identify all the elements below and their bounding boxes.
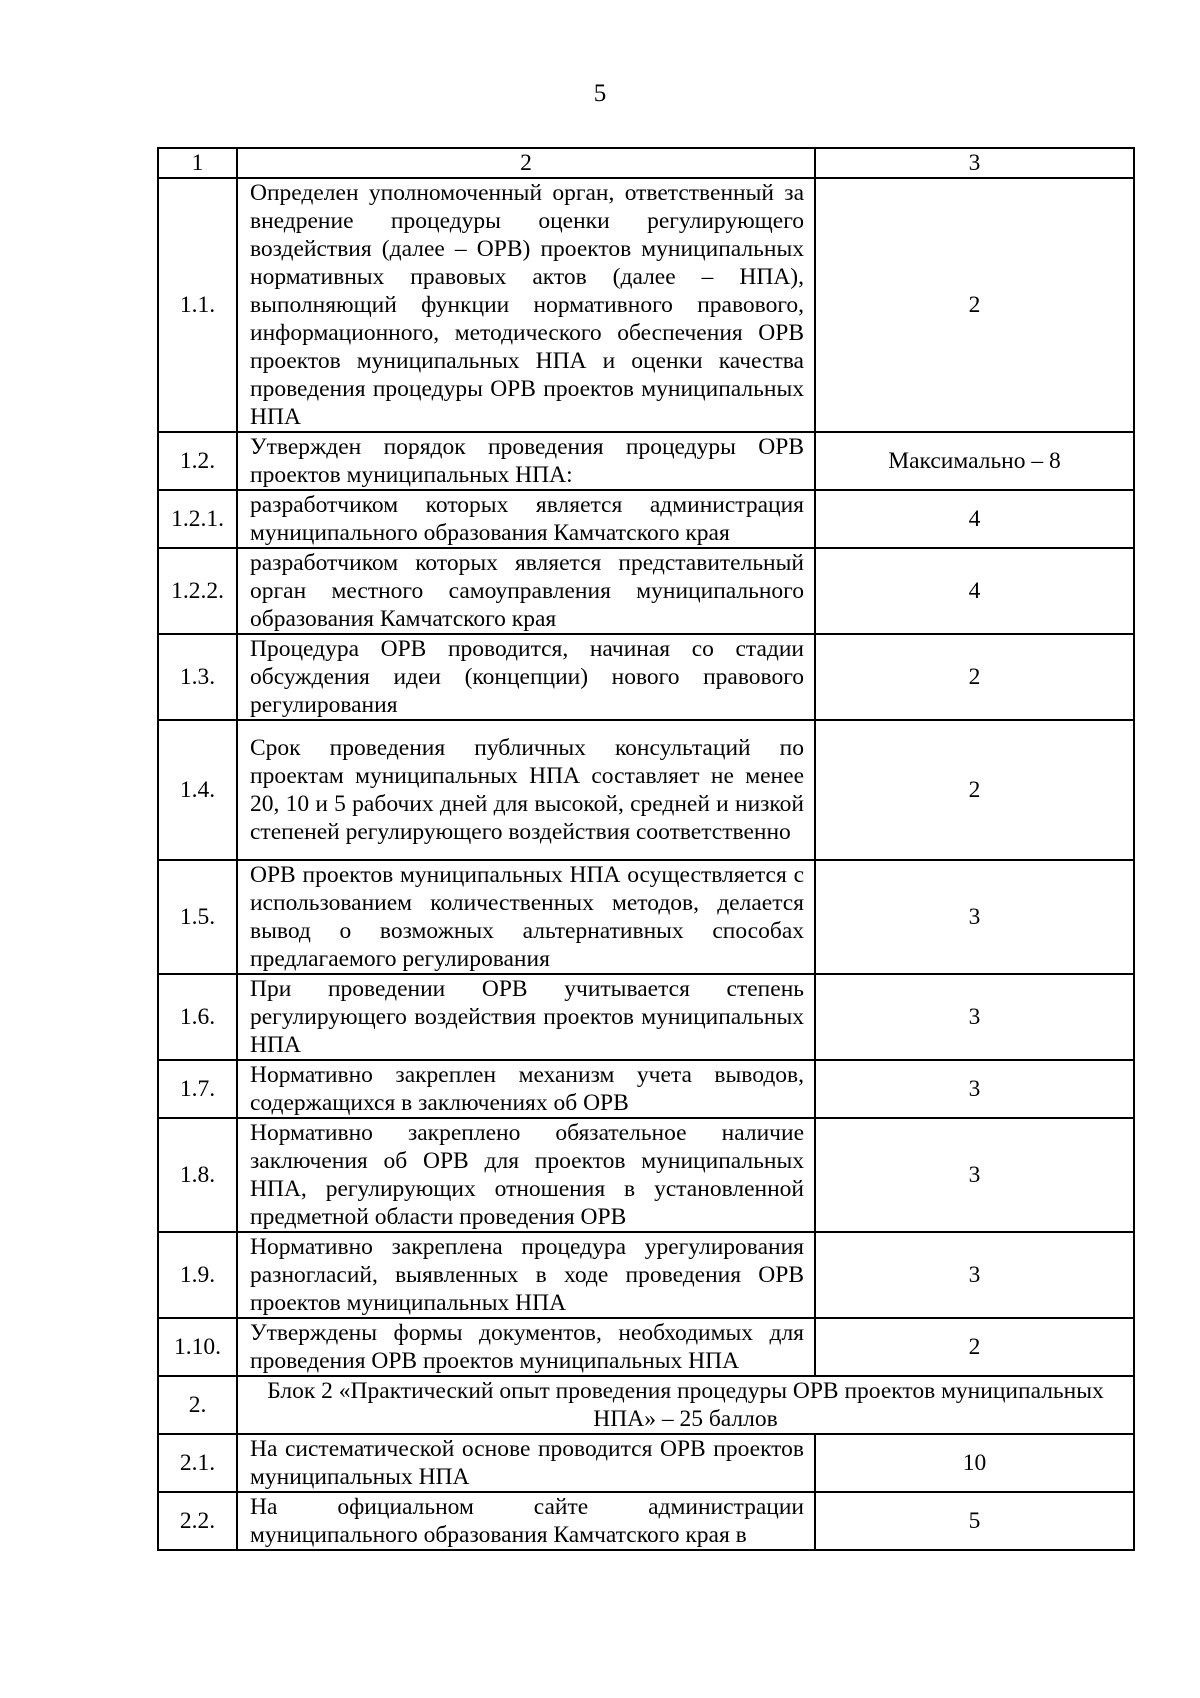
- score-value: 3: [815, 974, 1134, 1060]
- score-value: 2: [815, 634, 1134, 720]
- table-row: [158, 1434, 1134, 1492]
- score-value: 2: [815, 178, 1134, 432]
- score-value: 4: [815, 548, 1134, 634]
- column-header-3: 3: [815, 148, 1134, 178]
- row-number: 1.2.: [158, 432, 237, 490]
- row-number: 1.7.: [158, 1060, 237, 1118]
- criterion-text: Нормативно закреплено обязательное наличие заключения об ОРВ для проектов муниципальных НПА, регулирующих отношения в установленной предметной области проведения ОРВ: [237, 1118, 815, 1232]
- row-number: 1.4.: [158, 720, 237, 860]
- score-value: 4: [815, 490, 1134, 548]
- column-header-1: 1: [158, 148, 237, 178]
- score-value: 2: [815, 720, 1134, 860]
- criterion-text: Процедура ОРВ проводится, начиная со стадии обсуждения идеи (концепции) нового правового регулирования: [237, 634, 815, 720]
- criterion-text: Срок проведения публичных консультаций по проектам муниципальных НПА составляет не менее 20, 10 и 5 рабочих дней для высокой, средней и низкой степеней регулирующего воздействия соответственно: [237, 720, 815, 860]
- score-value: Максимально – 8: [815, 432, 1134, 490]
- criterion-text: ОРВ проектов муниципальных НПА осуществляется с использованием количественных методов, делается вывод о возможных альтернативных способах предлагаемого регулирования: [237, 860, 815, 974]
- table-row: [158, 974, 1134, 1060]
- row-number: 2.2.: [158, 1492, 237, 1550]
- score-value: 3: [815, 1232, 1134, 1318]
- criterion-text: Нормативно закреплена процедура урегулирования разногласий, выявленных в ходе проведения ОРВ проектов муниципальных НПА: [237, 1232, 815, 1318]
- criterion-text: На систематической основе проводится ОРВ проектов муниципальных НПА: [237, 1434, 815, 1492]
- row-number: 1.2.2.: [158, 548, 237, 634]
- row-number: 1.5.: [158, 860, 237, 974]
- page-number: 5: [593, 80, 607, 107]
- table-row: [158, 1492, 1134, 1550]
- row-number: 1.6.: [158, 974, 237, 1060]
- score-value: 2: [815, 1318, 1134, 1376]
- criterion-text: разработчиком которых является администрация муниципального образования Камчатского края: [237, 490, 815, 548]
- table-row: [158, 1060, 1134, 1118]
- score-value: 10: [815, 1434, 1134, 1492]
- table-row: [158, 548, 1134, 634]
- table-row: [158, 490, 1134, 548]
- table-row: [158, 634, 1134, 720]
- score-value: 3: [815, 860, 1134, 974]
- row-number: 1.2.1.: [158, 490, 237, 548]
- table-row: [158, 720, 1134, 860]
- column-header-2: 2: [237, 148, 815, 178]
- row-number: 2.1.: [158, 1434, 237, 1492]
- row-number: 2.: [158, 1376, 237, 1434]
- table-row: [158, 432, 1134, 490]
- row-number: 1.10.: [158, 1318, 237, 1376]
- table-row: [158, 1118, 1134, 1232]
- table-row: [158, 178, 1134, 432]
- criteria-table: [157, 147, 1135, 1551]
- block-title: Блок 2 «Практический опыт проведения процедуры ОРВ проектов муниципальных НПА» – 25 баллов: [237, 1376, 1134, 1434]
- criterion-text: Утвержден порядок проведения процедуры ОРВ проектов муниципальных НПА:: [237, 432, 815, 490]
- block-header-row: [158, 1376, 1134, 1434]
- criterion-text: На официальном сайте администрации муниципального образования Камчатского края в: [237, 1492, 815, 1550]
- row-number: 1.3.: [158, 634, 237, 720]
- criterion-text: Нормативно закреплен механизм учета выводов, содержащихся в заключениях об ОРВ: [237, 1060, 815, 1118]
- row-number: 1.1.: [158, 178, 237, 432]
- score-value: 5: [815, 1492, 1134, 1550]
- table-row: [158, 1232, 1134, 1318]
- table-row: [158, 860, 1134, 974]
- criterion-text: разработчиком которых является представительный орган местного самоуправления муниципального образования Камчатского края: [237, 548, 815, 634]
- criterion-text: Определен уполномоченный орган, ответственный за внедрение процедуры оценки регулирующего воздействия (далее – ОРВ) проектов муниципальных нормативных правовых актов (далее – НПА), выполняющий функции нормативного правового, информационного, методического обеспечения ОРВ проектов муниципальных НПА и оценки качества проведения процедуры ОРВ проектов муниципальных НПА: [237, 178, 815, 432]
- score-value: 3: [815, 1118, 1134, 1232]
- score-value: 3: [815, 1060, 1134, 1118]
- row-number: 1.9.: [158, 1232, 237, 1318]
- criterion-text: Утверждены формы документов, необходимых для проведения ОРВ проектов муниципальных НПА: [237, 1318, 815, 1376]
- table-header-row: [158, 148, 1134, 178]
- table-row: [158, 1318, 1134, 1376]
- row-number: 1.8.: [158, 1118, 237, 1232]
- criterion-text: При проведении ОРВ учитывается степень регулирующего воздействия проектов муниципальных НПА: [237, 974, 815, 1060]
